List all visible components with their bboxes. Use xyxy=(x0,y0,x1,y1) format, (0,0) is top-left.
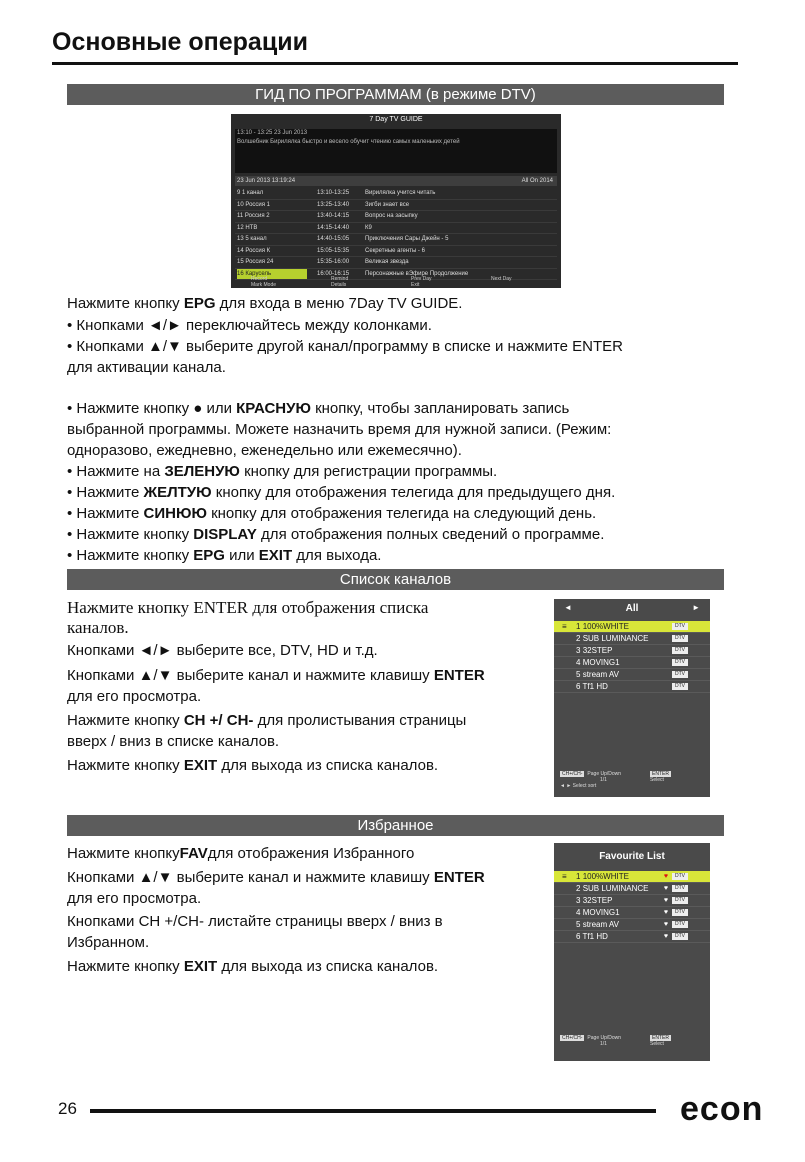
dtv-badge: DTV xyxy=(672,623,688,630)
epg-row[interactable]: 13 5 канал 14:40-15:05 Приключения Сары Джейн - 5 xyxy=(235,234,557,246)
channel-line: Кнопками ◄/► выберите все, DTV, HD и т.д. xyxy=(67,642,378,659)
epg-row[interactable]: 12 НТВ 14:15-14:40 К9 xyxy=(235,223,557,235)
channel-list-title: All xyxy=(625,603,639,614)
epg-info-panel xyxy=(235,129,557,173)
channels-intro-2: каналов. xyxy=(67,618,129,637)
epg-footer-item: Details xyxy=(331,282,347,288)
arrow-left-icon: ◄ xyxy=(564,603,572,612)
channel-row[interactable] xyxy=(554,621,710,633)
epg-row[interactable]: 11 Россия 2 13:40-14:15 Вопрос на засыпку xyxy=(235,211,557,223)
epg-screenshot xyxy=(231,114,561,288)
channel-name: 2 SUB LUMINANCE xyxy=(576,634,649,643)
page-title: Основные операции xyxy=(52,28,308,56)
channel-name: 2 SUB LUMINANCE xyxy=(576,884,649,893)
channel-name: 6 Tf1 HD xyxy=(576,932,608,941)
channel-name: 4 MOVING1 xyxy=(576,658,620,667)
title-divider xyxy=(52,62,738,65)
channel-line: Кнопками ▲/▼ выберите канал и нажмите клавишу ENTER xyxy=(67,667,485,684)
brand-logo: econ xyxy=(680,1090,764,1128)
channel-row[interactable] xyxy=(554,645,710,657)
epg-footer-item: Prev Day xyxy=(411,276,432,282)
fav-line: Избранном. xyxy=(67,934,150,951)
epg-row[interactable]: 10 Россия 1 13:25-13:40 Зигби знает все xyxy=(235,200,557,212)
epg-footer-item: Record xyxy=(251,276,268,282)
channel-name: 3 32STEP xyxy=(576,896,613,905)
channel-row[interactable] xyxy=(554,931,710,943)
epg-line: • Нажмите кнопку EPG или EXIT для выхода. xyxy=(67,547,382,564)
footer-divider xyxy=(90,1109,656,1113)
channel-row[interactable] xyxy=(554,919,710,931)
channel-row[interactable] xyxy=(554,883,710,895)
section-bar-channels: Список каналов xyxy=(67,569,724,590)
channel-line: Нажмите кнопку EXIT для выхода из списка каналов. xyxy=(67,757,439,774)
epg-datetime-bar xyxy=(235,176,557,186)
dtv-badge: DTV xyxy=(672,647,688,654)
dtv-badge: DTV xyxy=(672,683,688,690)
fav-line: Кнопками CH +/CH- листайте страницы вверх / вниз в xyxy=(67,913,443,930)
heart-icon: ♥ xyxy=(663,873,668,880)
dtv-badge: DTV xyxy=(672,873,688,880)
fav-line: для его просмотра. xyxy=(67,890,202,907)
epg-footer-item: Exit xyxy=(411,282,420,288)
epg-line: для активации канала. xyxy=(67,359,226,376)
epg-line: одноразово, ежедневно, еженедельно или ежемесячно). xyxy=(67,442,462,459)
epg-info-time: 13:10 - 13:25 23 Jun 2013 xyxy=(237,130,308,136)
heart-icon: ♥ xyxy=(663,885,668,892)
epg-rows xyxy=(235,188,557,280)
fav-line: Нажмите кнопку EXIT для выхода из списка каналов. xyxy=(67,958,439,975)
fav-line: Нажмите кнопкуFAVдля отображения Избранного xyxy=(67,845,415,862)
epg-row[interactable]: 14 Россия К 15:05-15:35 Секретные агенты - 6 xyxy=(235,246,557,258)
channel-name: 1 100%WHITE xyxy=(576,872,629,881)
section-bar-favourites: Избранное xyxy=(67,815,724,836)
epg-line: Нажмите кнопку EPG для входа в меню 7Day TV GUIDE. xyxy=(67,295,463,312)
channel-line: Нажмите кнопку CH +/ CH- для пролистывания страницы xyxy=(67,712,467,729)
dtv-badge: DTV xyxy=(672,933,688,940)
epg-line: • Нажмите кнопку ● или КРАСНУЮ кнопку, чтобы запланировать запись xyxy=(67,400,570,417)
select-marker-icon: ≡ xyxy=(562,622,567,631)
favourite-list-screenshot xyxy=(554,843,710,1061)
dtv-badge: DTV xyxy=(672,885,688,892)
section-bar-epg: ГИД ПО ПРОГРАММАМ (в режиме DTV) xyxy=(67,84,724,105)
channel-list-footer: CH+/CH- Page Up/Down ENTERSelect 1/1 ◄ ► Select sort xyxy=(560,771,669,789)
page-number: 26 xyxy=(58,1099,77,1118)
dtv-badge: DTV xyxy=(672,897,688,904)
epg-title: 7 Day TV GUIDE xyxy=(369,116,423,123)
epg-footer-item: Next Day xyxy=(491,276,512,282)
dtv-badge: DTV xyxy=(672,921,688,928)
channel-row[interactable] xyxy=(554,657,710,669)
channel-row[interactable] xyxy=(554,895,710,907)
channel-line: для его просмотра. xyxy=(67,688,202,705)
fav-line: Кнопками ▲/▼ выберите канал и нажмите клавишу ENTER xyxy=(67,869,485,886)
channel-name: 4 MOVING1 xyxy=(576,908,620,917)
channel-line: вверх / вниз в списке каналов. xyxy=(67,733,280,750)
epg-date-right: All On 2014 xyxy=(521,178,553,184)
channel-row[interactable] xyxy=(554,907,710,919)
epg-info-text: Волшебник Бирилялка быстро и весело обучит чтению самых маленьких детей xyxy=(237,139,460,145)
epg-footer xyxy=(231,274,561,288)
epg-line: • Кнопками ▲/▼ выберите другой канал/программу в списке и нажмите ENTER xyxy=(67,338,623,355)
channel-list-screenshot xyxy=(554,599,710,797)
favourite-list-title: Favourite List xyxy=(599,851,665,862)
epg-line: • Нажмите СИНЮЮ кнопку для отображения телегида на следующий день. xyxy=(67,505,597,522)
heart-icon: ♥ xyxy=(663,897,668,904)
channels-intro-1: Нажмите кнопку ENTER для отображения списка xyxy=(67,598,429,617)
epg-line: • Кнопками ◄/► переключайтесь между колонками. xyxy=(67,317,432,334)
epg-line: • Нажмите на ЗЕЛЕНУЮ кнопку для регистрации программы. xyxy=(67,463,498,480)
heart-icon: ♥ xyxy=(663,933,668,940)
channel-row[interactable] xyxy=(554,669,710,681)
dtv-badge: DTV xyxy=(672,671,688,678)
channel-name: 3 32STEP xyxy=(576,646,613,655)
epg-line: • Нажмите ЖЕЛТУЮ кнопку для отображения телегида для предыдущего дня. xyxy=(67,484,616,501)
channel-row[interactable] xyxy=(554,681,710,693)
epg-datetime: 23 Jun 2013 13:19:24 xyxy=(237,178,296,184)
dtv-badge: DTV xyxy=(672,659,688,666)
dtv-badge: DTV xyxy=(672,635,688,642)
epg-row[interactable]: 15 Россия 24 15:35-16:00 Великая звезда xyxy=(235,257,557,269)
epg-row[interactable]: 16 Карусель 16:00-16:15 Персонажные вЭфире Продолжение xyxy=(235,269,557,281)
epg-row[interactable]: 9 1 канал 13:10-13:25 Вирилялка учится читать xyxy=(235,188,557,200)
channel-name: 6 Tf1 HD xyxy=(576,682,608,691)
channel-name: 5 stream AV xyxy=(576,670,619,679)
select-marker-icon: ≡ xyxy=(562,872,567,881)
channel-row[interactable] xyxy=(554,633,710,645)
heart-icon: ♥ xyxy=(663,909,668,916)
channel-name: 1 100%WHITE xyxy=(576,622,629,631)
arrow-right-icon: ► xyxy=(692,603,700,612)
dtv-badge: DTV xyxy=(672,909,688,916)
favourite-list-footer: CH+/CH- Page Up/Down ENTERSelect 1/1 xyxy=(562,1035,669,1047)
heart-icon: ♥ xyxy=(663,921,668,928)
epg-line: выбранной программы. Можете назначить время для нужной записи. (Режим: xyxy=(67,421,612,438)
epg-footer-item: Mark Mode xyxy=(251,282,277,288)
epg-footer-item: Remind xyxy=(331,276,349,282)
channel-name: 5 stream AV xyxy=(576,920,619,929)
epg-line: • Нажмите кнопку DISPLAY для отображения полных сведений о программе. xyxy=(67,526,605,543)
channel-row[interactable] xyxy=(554,871,710,883)
